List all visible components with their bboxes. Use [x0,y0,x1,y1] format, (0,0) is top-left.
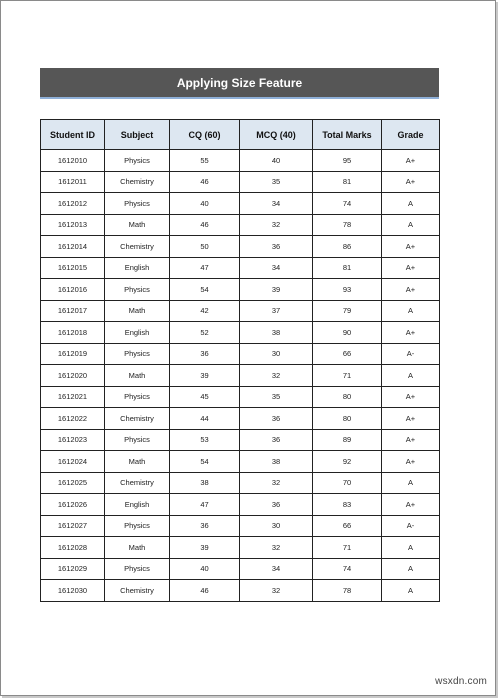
cq-cell: 40 [170,558,240,580]
table-row [41,429,440,451]
mcq-cell: 36 [240,408,313,430]
table-row [41,472,440,494]
cq-cell: 52 [170,322,240,344]
grade-cell: A [382,472,440,494]
total-marks-cell: 70 [313,472,382,494]
total-marks-cell: 83 [313,494,382,516]
marks-table [40,119,440,602]
table-row [41,236,440,258]
mcq-cell: 37 [240,300,313,322]
subject-cell: English [105,322,170,344]
cq-cell: 42 [170,300,240,322]
table-row [41,537,440,559]
table-row [41,558,440,580]
grade-cell: A+ [382,279,440,301]
table-row [41,494,440,516]
cq-cell: 46 [170,171,240,193]
mcq-cell: 36 [240,494,313,516]
grade-cell: A+ [382,150,440,172]
column-header-total-marks: Total Marks [313,120,382,150]
table-row [41,257,440,279]
mcq-cell: 40 [240,150,313,172]
total-marks-cell: 90 [313,322,382,344]
table-row [41,150,440,172]
subject-cell: Math [105,214,170,236]
mcq-cell: 38 [240,322,313,344]
subject-cell: Math [105,537,170,559]
grade-cell: A+ [382,171,440,193]
cq-cell: 45 [170,386,240,408]
grade-cell: A- [382,343,440,365]
student-id-cell: 1612030 [41,580,105,602]
table-row [41,580,440,602]
grade-cell: A+ [382,494,440,516]
table-row [41,300,440,322]
total-marks-cell: 71 [313,365,382,387]
mcq-cell: 34 [240,558,313,580]
mcq-cell: 32 [240,537,313,559]
table-row [41,451,440,473]
mcq-cell: 38 [240,451,313,473]
subject-cell: Math [105,300,170,322]
cq-cell: 36 [170,343,240,365]
mcq-cell: 30 [240,343,313,365]
cq-cell: 46 [170,580,240,602]
subject-cell: Physics [105,558,170,580]
mcq-cell: 35 [240,386,313,408]
cq-cell: 46 [170,214,240,236]
mcq-cell: 36 [240,236,313,258]
table-row [41,343,440,365]
subject-cell: Chemistry [105,171,170,193]
student-id-cell: 1612015 [41,257,105,279]
student-id-cell: 1612017 [41,300,105,322]
subject-cell: Physics [105,515,170,537]
cq-cell: 55 [170,150,240,172]
mcq-cell: 30 [240,515,313,537]
student-id-cell: 1612025 [41,472,105,494]
grade-cell: A [382,365,440,387]
student-id-cell: 1612024 [41,451,105,473]
column-header-cq: CQ (60) [170,120,240,150]
subject-cell: Math [105,365,170,387]
total-marks-cell: 66 [313,515,382,537]
student-id-cell: 1612022 [41,408,105,430]
subject-cell: Physics [105,193,170,215]
total-marks-cell: 89 [313,429,382,451]
table-row [41,214,440,236]
grade-cell: A [382,558,440,580]
grade-cell: A [382,193,440,215]
grade-cell: A+ [382,451,440,473]
student-id-cell: 1612013 [41,214,105,236]
grade-cell: A [382,580,440,602]
mcq-cell: 32 [240,365,313,387]
table-row [41,515,440,537]
cq-cell: 44 [170,408,240,430]
total-marks-cell: 81 [313,171,382,193]
grade-cell: A [382,214,440,236]
subject-cell: Chemistry [105,408,170,430]
grade-cell: A+ [382,386,440,408]
student-id-cell: 1612016 [41,279,105,301]
student-id-cell: 1612027 [41,515,105,537]
total-marks-cell: 66 [313,343,382,365]
subject-cell: Chemistry [105,580,170,602]
cq-cell: 38 [170,472,240,494]
cq-cell: 39 [170,537,240,559]
mcq-cell: 35 [240,171,313,193]
student-id-cell: 1612026 [41,494,105,516]
table-row [41,171,440,193]
subject-cell: Physics [105,150,170,172]
table-row [41,408,440,430]
total-marks-cell: 95 [313,150,382,172]
table-row [41,386,440,408]
total-marks-cell: 80 [313,408,382,430]
column-header-subject: Subject [105,120,170,150]
grade-cell: A [382,300,440,322]
total-marks-cell: 74 [313,558,382,580]
subject-cell: Physics [105,279,170,301]
mcq-cell: 32 [240,472,313,494]
subject-cell: Physics [105,343,170,365]
total-marks-cell: 86 [313,236,382,258]
table-row [41,279,440,301]
table-body [41,150,440,602]
subject-cell: Chemistry [105,472,170,494]
subject-cell: English [105,257,170,279]
subject-cell: Math [105,451,170,473]
cq-cell: 40 [170,193,240,215]
student-id-cell: 1612011 [41,171,105,193]
table-header-row [41,120,440,150]
student-id-cell: 1612018 [41,322,105,344]
student-id-cell: 1612028 [41,537,105,559]
watermark: wsxdn.com [435,676,487,687]
student-id-cell: 1612012 [41,193,105,215]
total-marks-cell: 81 [313,257,382,279]
subject-cell: Physics [105,429,170,451]
total-marks-cell: 74 [313,193,382,215]
total-marks-cell: 78 [313,580,382,602]
page-title: Applying Size Feature [40,68,439,99]
total-marks-cell: 92 [313,451,382,473]
subject-cell: Physics [105,386,170,408]
cq-cell: 39 [170,365,240,387]
cq-cell: 47 [170,494,240,516]
total-marks-cell: 78 [313,214,382,236]
grade-cell: A [382,537,440,559]
cq-cell: 53 [170,429,240,451]
student-id-cell: 1612029 [41,558,105,580]
column-header-grade: Grade [382,120,440,150]
total-marks-cell: 79 [313,300,382,322]
total-marks-cell: 71 [313,537,382,559]
table-row [41,193,440,215]
student-id-cell: 1612020 [41,365,105,387]
grade-cell: A+ [382,429,440,451]
total-marks-cell: 93 [313,279,382,301]
mcq-cell: 34 [240,193,313,215]
cq-cell: 54 [170,451,240,473]
table-row [41,365,440,387]
student-id-cell: 1612021 [41,386,105,408]
student-id-cell: 1612010 [41,150,105,172]
grade-cell: A+ [382,236,440,258]
grade-cell: A+ [382,322,440,344]
subject-cell: English [105,494,170,516]
student-id-cell: 1612023 [41,429,105,451]
mcq-cell: 32 [240,580,313,602]
student-id-cell: 1612014 [41,236,105,258]
cq-cell: 50 [170,236,240,258]
mcq-cell: 36 [240,429,313,451]
column-header-student-id: Student ID [41,120,105,150]
cq-cell: 47 [170,257,240,279]
grade-cell: A- [382,515,440,537]
mcq-cell: 39 [240,279,313,301]
total-marks-cell: 80 [313,386,382,408]
cq-cell: 36 [170,515,240,537]
cq-cell: 54 [170,279,240,301]
student-id-cell: 1612019 [41,343,105,365]
mcq-cell: 34 [240,257,313,279]
subject-cell: Chemistry [105,236,170,258]
grade-cell: A+ [382,257,440,279]
grade-cell: A+ [382,408,440,430]
column-header-mcq: MCQ (40) [240,120,313,150]
table-row [41,322,440,344]
mcq-cell: 32 [240,214,313,236]
